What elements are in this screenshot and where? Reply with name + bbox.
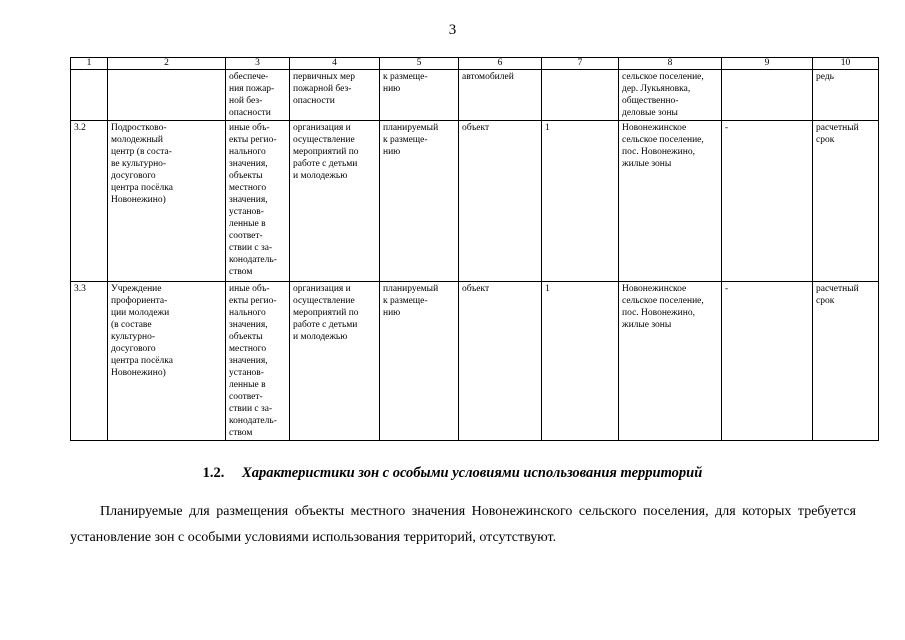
header-cell: 9 [722, 58, 813, 70]
table-cell: - [722, 121, 813, 282]
table-cell: обеспече- ния пожар- ной без- опасности [226, 70, 290, 121]
table-cell: Новонежинское сельское поселение, пос. Новонежино, жилые зоны [619, 282, 722, 441]
table-cell: - [722, 282, 813, 441]
body-paragraph: Планируемые для размещения объекты местного значения Новонежинского сельского поселения, для которых требуется установление зон с особыми условиями использования территорий, отсутствуют. [70, 504, 856, 545]
header-cell: 8 [619, 58, 722, 70]
header-cell: 10 [813, 58, 879, 70]
table-cell: иные объ- екты регио- нального значения, объекты местного значения, установ- ленные в соответ- ствии с за- конодатель- ством [226, 121, 290, 282]
header-cell: 4 [290, 58, 380, 70]
table-cell: сельское поселение, дер. Лукьяновка, общественно- деловые зоны [619, 70, 722, 121]
header-cell: 5 [380, 58, 459, 70]
table-cell: 3.2 [71, 121, 108, 282]
planned-objects-table [70, 57, 879, 441]
table-row [71, 70, 879, 121]
table-cell: объект [459, 282, 542, 441]
table-cell: планируемый к размеще- нию [380, 121, 459, 282]
table-cell: первичных мер пожарной без- опасности [290, 70, 380, 121]
table-row [71, 121, 879, 282]
table-cell: организация и осуществление мероприятий по работе с детьми и молодежью [290, 121, 380, 282]
table-cell: Подростково- молодежный центр (в соста- ве культурно- досугового центра посёлка Новонежино) [108, 121, 226, 282]
table-cell [71, 70, 108, 121]
section-heading [0, 465, 905, 482]
table-cell [542, 70, 619, 121]
header-cell: 2 [108, 58, 226, 70]
table-cell: иные объ- екты регио- нального значения, объекты местного значения, установ- ленные в соответ- ствии с за- конодатель- ством [226, 282, 290, 441]
table-cell: объект [459, 121, 542, 282]
table-cell [722, 70, 813, 121]
table-cell: планируемый к размеще- нию [380, 282, 459, 441]
table-cell: редь [813, 70, 879, 121]
section-title: Характеристики зон с особыми условиями использования территорий [242, 465, 703, 481]
table-cell: Учреждение профориента- ции молодежи (в составе культурно- досугового центра посёлка Новонежино) [108, 282, 226, 441]
table-cell: Новонежинское сельское поселение, пос. Новонежино, жилые зоны [619, 121, 722, 282]
table-cell [108, 70, 226, 121]
table-cell: организация и осуществление мероприятий по работе с детьми и молодежью [290, 282, 380, 441]
table-cell: расчетный срок [813, 282, 879, 441]
table-row [71, 282, 879, 441]
table-header-row [71, 58, 879, 70]
header-cell: 1 [71, 58, 108, 70]
table-cell: 1 [542, 282, 619, 441]
page-number: 3 [448, 22, 457, 38]
table-cell: к размеще- нию [380, 70, 459, 121]
table-cell: 1 [542, 121, 619, 282]
header-cell: 7 [542, 58, 619, 70]
table-cell: расчетный срок [813, 121, 879, 282]
header-cell: 6 [459, 58, 542, 70]
section-number: 1.2. [202, 465, 225, 481]
table-cell: автомобилей [459, 70, 542, 121]
table-cell: 3.3 [71, 282, 108, 441]
header-cell: 3 [226, 58, 290, 70]
